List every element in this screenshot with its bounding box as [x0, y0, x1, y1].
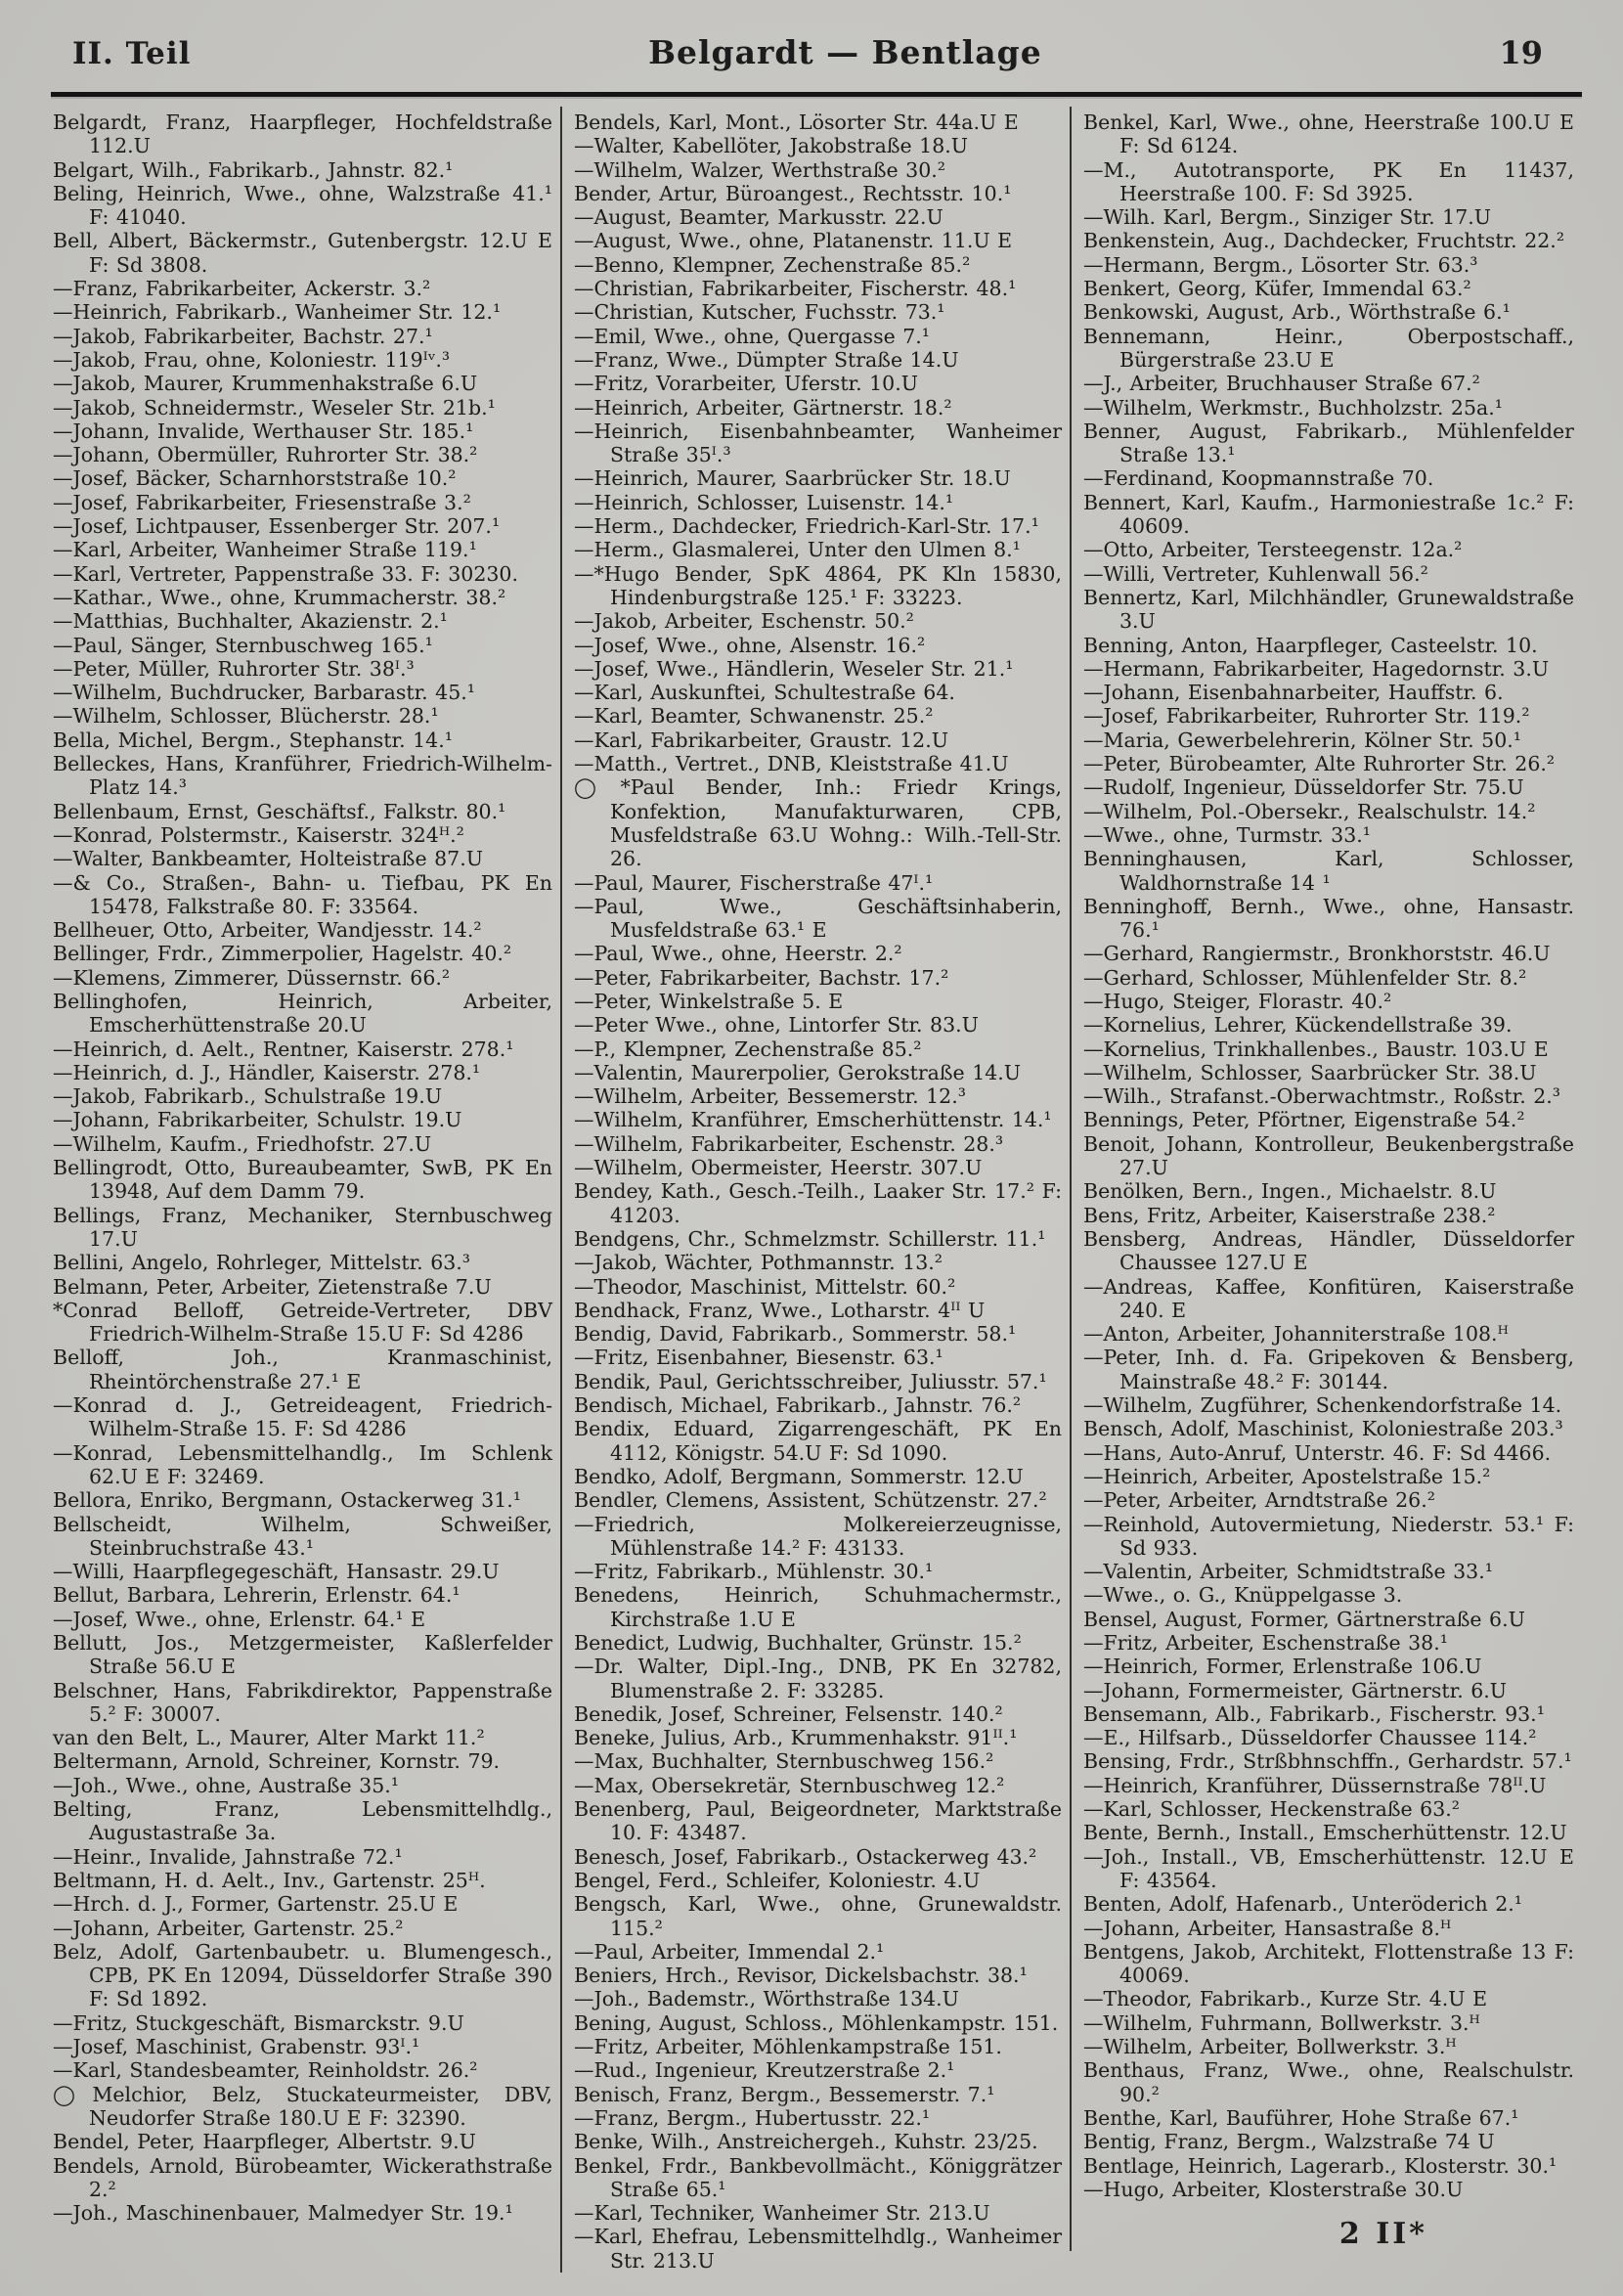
directory-entry: —Willi, Vertreter, Kuhlenwall 56.² [1083, 561, 1428, 586]
directory-entry: —Jakob, Wächter, Pothmannstr. 13.² [574, 1251, 943, 1275]
directory-entry: —Klemens, Zimmerer, Düssernstr. 66.² [53, 965, 451, 990]
directory-entry: —Hugo, Arbeiter, Klosterstraße 30.U [1083, 2177, 1464, 2201]
directory-entry: —Christian, Fabrikarbeiter, Fischerstr. 48.¹ [574, 277, 1017, 301]
directory-entry: —Josef, Maschinist, Grabenstr. 93ᴵ.¹ [53, 2035, 420, 2059]
directory-entry: —Rud., Ingenieur, Kreutzerstraße 2.¹ [574, 2058, 955, 2083]
directory-entry: —Peter, Müller, Ruhrorter Str. 38ᴵ.³ [53, 656, 415, 681]
directory-entry: Bendels, Arnold, Bürobeamter, Wickerathstraße 2.² [53, 2153, 552, 2201]
directory-entry: —Johann, Fabrikarbeiter, Schulstr. 19.U [53, 1108, 462, 1132]
directory-entry: —Heinrich, Arbeiter, Gärtnerstr. 18.² [574, 395, 952, 419]
directory-entry: —& Co., Straßen-, Bahn- u. Tiefbau, PK En 15478, Falkstraße 80. F: 33564. [53, 870, 552, 918]
directory-entry: Bellut, Barbara, Lehrerin, Erlenstr. 64.¹ [53, 1583, 461, 1608]
directory-entry: —Joh., Maschinenbauer, Malmedyer Str. 19.¹ [53, 2201, 513, 2226]
directory-entry: Beniers, Hrch., Revisor, Dickelsbachstr. 38.¹ [574, 1964, 1028, 1988]
directory-entry: —Theodor, Fabrikarb., Kurze Str. 4.U E [1083, 1987, 1488, 2011]
directory-entry: —Josef, Wwe., ohne, Alsenstr. 16.² [574, 633, 926, 657]
directory-entry: —Hugo, Steiger, Florastr. 40.² [1083, 989, 1392, 1013]
directory-entry: —Ferdinand, Koopmannstraße 70. [1083, 466, 1434, 491]
directory-entry: Bentgens, Jakob, Architekt, Flottenstraße 13 F: 40069. [1083, 1939, 1574, 1988]
directory-entry: Benedik, Josef, Schreiner, Felsenstr. 140.² [574, 1701, 1003, 1726]
directory-column-3 [1070, 107, 1582, 2251]
directory-entry: —Hans, Auto-Anruf, Unterstr. 46. F: Sd 4466. [1083, 1440, 1552, 1465]
directory-entry: —Gerhard, Schlosser, Mühlenfelder Str. 8.² [1083, 965, 1527, 990]
directory-entry: —Joh., Install., VB, Emscherhüttenstr. 12.U E F: 43564. [1083, 1844, 1574, 1892]
directory-entry: Bente, Bernh., Install., Emscherhüttenstr. 12.U [1083, 1821, 1567, 1845]
directory-entry: Bellingrodt, Otto, Bureaubeamter, SwB, PK En 13948, Auf dem Damm 79. [53, 1156, 552, 1204]
directory-entry: —Jakob, Schneidermstr., Weseler Str. 21b.¹ [53, 395, 496, 419]
directory-entry: —M., Autotransporte, PK En 11437, Heerstraße 100. F: Sd 3925. [1083, 157, 1574, 205]
directory-entry: Bellheuer, Otto, Arbeiter, Wandjesstr. 14.² [53, 918, 482, 943]
directory-entry: —Jakob, Frau, ohne, Koloniestr. 119ᴵᵛ.³ [53, 347, 451, 372]
directory-entry: Bendko, Adolf, Bergmann, Sommerstr. 12.U [574, 1464, 1024, 1488]
directory-entry: Beling, Heinrich, Wwe., ohne, Walzstraße 41.¹ F: 41040. [53, 181, 552, 230]
directory-entry: —Wilhelm, Zugführer, Schenkendorfstraße 14. [1083, 1393, 1562, 1418]
directory-entry: Belting, Franz, Lebensmittelhdlg., Augustastraße 3a. [53, 1797, 552, 1845]
directory-entry: —Valentin, Maurerpolier, Gerokstraße 14.U [574, 1060, 1022, 1084]
directory-entry: Benninghausen, Karl, Schlosser, Waldhornstraße 14 ¹ [1083, 847, 1574, 895]
directory-entry: Belz, Adolf, Gartenbaubetr. u. Blumengesch., CPB, PK En 12094, Düsseldorfer Straße 390 F: Sd 1892. [53, 1939, 552, 2011]
directory-entry: —Peter, Fabrikarbeiter, Bachstr. 17.² [574, 965, 949, 990]
directory-entry: —Paul, Arbeiter, Immendal 2.¹ [574, 1939, 885, 1964]
section-label: II. Teil [72, 36, 192, 71]
directory-entry: Bendix, Eduard, Zigarrengeschäft, PK En 4112, Königstr. 54.U F: Sd 1090. [574, 1417, 1062, 1465]
directory-entry: —Anton, Arbeiter, Johanniterstraße 108.ᴴ [1083, 1322, 1509, 1347]
directory-entry: Benthe, Karl, Bauführer, Hohe Straße 67.¹ [1083, 2105, 1519, 2130]
directory-entry: —Johann, Obermüller, Ruhrorter Str. 38.² [53, 443, 478, 467]
directory-entry: —Peter, Inh. d. Fa. Gripekoven & Bensberg, Mainstraße 48.² F: 30144. [1083, 1346, 1574, 1393]
directory-entry: Bening, August, Schloss., Möhlenkampstr. 151. [574, 2010, 1059, 2035]
directory-entry: —Konrad, Lebensmittelhandlg., Im Schlenk 62.U E F: 32469. [53, 1440, 552, 1488]
directory-entry: —Heinrich, Former, Erlenstraße 106.U [1083, 1655, 1482, 1679]
directory-entry: —Gerhard, Rangiermstr., Bronkhorststr. 46.U [1083, 942, 1551, 966]
directory-entry: Benisch, Franz, Bergm., Bessemerstr. 7.¹ [574, 2082, 995, 2106]
directory-entry: —Otto, Arbeiter, Tersteegenstr. 12a.² [1083, 538, 1463, 562]
page-title: Belgardt — Bentlage [648, 33, 1042, 71]
directory-entry: Bendels, Karl, Mont., Lösorter Str. 44a.U E [574, 110, 1019, 134]
directory-entry: —Peter, Bürobeamter, Alte Ruhrorter Str. 26.² [1083, 752, 1556, 776]
directory-entry: Bentlage, Heinrich, Lagerarb., Klosterstr. 30.¹ [1083, 2153, 1557, 2178]
directory-entry: —Fritz, Arbeiter, Möhlenkampstraße 151. [574, 2035, 1002, 2059]
directory-entry: —Heinrich, Arbeiter, Apostelstraße 15.² [1083, 1464, 1491, 1488]
directory-entry: —Wilhelm, Walzer, Werthstraße 30.² [574, 157, 945, 182]
directory-entry: Bendgens, Chr., Schmelzmstr. Schillerstr. 11.¹ [574, 1226, 1046, 1251]
directory-entry: —Max, Buchhalter, Sternbuschweg 156.² [574, 1749, 994, 1774]
directory-entry: —Wwe., ohne, Turmstr. 33.¹ [1083, 822, 1371, 847]
directory-entry: —Walter, Bankbeamter, Holteistraße 87.U [53, 847, 483, 871]
directory-column-1 [51, 107, 560, 2225]
directory-entry: —Friedrich, Molkereierzeugnisse, Mühlenstraße 14.² F: 43133. [574, 1512, 1062, 1560]
directory-entry: Bennemann, Heinr., Oberpostschaff., Bürgerstraße 23.U E [1083, 324, 1574, 372]
directory-column-2 [560, 107, 1070, 2273]
directory-entry: —Karl, Fabrikarbeiter, Graustr. 12.U [574, 728, 948, 752]
directory-entry: —Konrad, Polstermstr., Kaiserstr. 324ᴴ.² [53, 822, 464, 847]
directory-entry: Benthaus, Franz, Wwe., ohne, Realschulstr. 90.² [1083, 2058, 1574, 2106]
directory-entry: Bellora, Enriko, Bergmann, Ostackerweg 31.¹ [53, 1488, 522, 1513]
directory-entry: —Johann, Invalide, Werthauser Str. 185.¹ [53, 419, 474, 443]
directory-columns [51, 107, 1582, 2273]
directory-entry: Bella, Michel, Bergm., Stephanstr. 14.¹ [53, 728, 453, 752]
directory-entry: —Karl, Arbeiter, Wanheimer Straße 119.¹ [53, 538, 477, 562]
directory-entry: —Paul, Sänger, Sternbuschweg 165.¹ [53, 633, 433, 657]
directory-entry: Bennert, Karl, Kaufm., Harmoniestraße 1c.² F: 40609. [1083, 490, 1574, 539]
directory-entry: —Wilhelm, Kranführer, Emscherhüttenstr. 14.¹ [574, 1108, 1052, 1132]
directory-entry: Benning, Anton, Haarpfleger, Casteelstr. 10. [1083, 633, 1538, 657]
directory-entry: Benedens, Heinrich, Schuhmachermstr., Kirchstraße 1.U E [574, 1583, 1062, 1631]
directory-entry: —Josef, Lichtpauser, Essenberger Str. 207.¹ [53, 514, 501, 539]
directory-entry: —E., Hilfsarb., Düsseldorfer Chaussee 114.² [1083, 1726, 1537, 1750]
directory-entry: —Peter, Arbeiter, Arndtstraße 26.² [1083, 1488, 1435, 1513]
directory-entry: —Dr. Walter, Dipl.-Ing., DNB, PK En 32782, Blumenstraße 2. F: 33285. [574, 1655, 1062, 1702]
directory-entry: Belmann, Peter, Arbeiter, Zietenstraße 7.U [53, 1274, 492, 1299]
directory-entry: Bellini, Angelo, Rohrleger, Mittelstr. 63.³ [53, 1251, 471, 1275]
directory-entry: —Paul, Maurer, Fischerstraße 47ᴵ.¹ [574, 870, 934, 895]
directory-entry: —Johann, Formermeister, Gärtnerstr. 6.U [1083, 1678, 1508, 1702]
directory-entry: ◯Melchior, Belz, Stuckateurmeister, DBV, Neudorfer Straße 180.U E F: 32390. [53, 2082, 552, 2130]
directory-entry: —Andreas, Kaffee, Konfitüren, Kaiserstraße 240. E [1083, 1274, 1574, 1322]
directory-entry: Bellings, Franz, Mechaniker, Sternbuschweg 17.U [53, 1203, 552, 1251]
directory-entry: —Walter, Kabellöter, Jakobstraße 18.U [574, 134, 969, 158]
directory-entry: —Karl, Techniker, Wanheimer Str. 213.U [574, 2201, 990, 2226]
directory-entry: Bendik, Paul, Gerichtsschreiber, Juliusstr. 57.¹ [574, 1369, 1047, 1393]
directory-entry: —Wilhelm, Schlosser, Saarbrücker Str. 38.U [1083, 1060, 1537, 1084]
directory-entry: Bensing, Frdr., Strßbhnschffn., Gerhardstr. 57.¹ [1083, 1749, 1572, 1774]
directory-entry: Beneke, Julius, Arb., Krummenhakstr. 91ᴵᴵ.¹ [574, 1726, 1018, 1750]
directory-entry: —Heinrich, Schlosser, Luisenstr. 14.¹ [574, 490, 954, 514]
header-rule [51, 92, 1582, 97]
directory-entry: —Wwe., o. G., Knüppelgasse 3. [1083, 1583, 1403, 1608]
directory-entry: —Franz, Fabrikarbeiter, Ackerstr. 3.² [53, 277, 431, 301]
directory-entry: —Karl, Ehefrau, Lebensmittelhdlg., Wanheimer Str. 213.U [574, 2225, 1062, 2273]
directory-entry: Benkowski, August, Arb., Wörthstraße 6.¹ [1083, 300, 1511, 325]
page-number: 19 [1499, 34, 1543, 71]
directory-entry: —Heinrich, Eisenbahnbeamter, Wanheimer Straße 35ᴵ.³ [574, 419, 1062, 467]
directory-entry: —J., Arbeiter, Bruchhauser Straße 67.² [1083, 372, 1480, 396]
directory-entry: Belschner, Hans, Fabrikdirektor, Pappenstraße 5.² F: 30007. [53, 1678, 552, 1726]
directory-entry: —Theodor, Maschinist, Mittelstr. 60.² [574, 1274, 956, 1299]
directory-entry: Benoit, Johann, Kontrolleur, Beukenbergstraße 27.U [1083, 1131, 1574, 1180]
directory-entry: —Peter Wwe., ohne, Lintorfer Str. 83.U [574, 1013, 979, 1038]
directory-entry: —Emil, Wwe., ohne, Quergasse 7.¹ [574, 324, 931, 348]
directory-entry: —Heinrich, d. Aelt., Rentner, Kaiserstr. 278.¹ [53, 1037, 514, 1061]
directory-entry: Benenberg, Paul, Beigeordneter, Marktstraße 10. F: 43487. [574, 1797, 1062, 1845]
directory-entry: Bendig, David, Fabrikarb., Sommerstr. 58.¹ [574, 1322, 1017, 1347]
directory-entry: —Karl, Auskunftei, Schultestraße 64. [574, 681, 955, 705]
directory-entry: Bennertz, Karl, Milchhändler, Grunewaldstraße 3.U [1083, 585, 1574, 634]
directory-entry: —Josef, Bäcker, Scharnhorststraße 10.² [53, 466, 457, 491]
directory-entry: Beltermann, Arnold, Schreiner, Kornstr. 79. [53, 1749, 501, 1774]
directory-entry: —Wilhelm, Kaufm., Friedhofstr. 27.U [53, 1131, 432, 1156]
directory-entry: —Heinrich, Maurer, Saarbrücker Str. 18.U [574, 466, 1011, 491]
directory-entry: —Fritz, Eisenbahner, Biesenstr. 63.¹ [574, 1346, 943, 1370]
directory-entry: —Wilh., Strafanst.-Oberwachtmstr., Roßstr. 2.³ [1083, 1084, 1561, 1109]
directory-entry: Benninghoff, Bernh., Wwe., ohne, Hansastr. 76.¹ [1083, 894, 1574, 943]
directory-entry: Bentig, Franz, Bergm., Walzstraße 74 U [1083, 2130, 1495, 2154]
directory-entry: Benedict, Ludwig, Buchhalter, Grünstr. 15.² [574, 1631, 1022, 1655]
directory-entry: Bell, Albert, Bäckermstr., Gutenbergstr. 12.U E F: Sd 3808. [53, 229, 552, 277]
directory-entry: Bellscheidt, Wilhelm, Schweißer, Steinbruchstraße 43.¹ [53, 1512, 552, 1560]
directory-entry: —Benno, Klempner, Zechenstraße 85.² [574, 252, 971, 277]
signature-mark: 2 II* [1338, 2217, 1427, 2252]
directory-entry: —Josef, Wwe., ohne, Erlenstr. 64.¹ E [53, 1607, 426, 1631]
directory-entry: *Conrad Belloff, Getreide-Vertreter, DBV Friedrich-Wilhelm-Straße 15.U F: Sd 4286 [53, 1298, 552, 1347]
directory-entry: Bens, Fritz, Arbeiter, Kaiserstraße 238.² [1083, 1203, 1496, 1227]
directory-entry: —Josef, Wwe., Händlerin, Weseler Str. 21.¹ [574, 656, 1014, 681]
directory-entry: —P., Klempner, Zechenstraße 85.² [574, 1037, 922, 1061]
directory-entry: —Heinrich, Fabrikarb., Wanheimer Str. 12.¹ [53, 300, 502, 325]
directory-entry: —Hermann, Fabrikarbeiter, Hagedornstr. 3.U [1083, 656, 1550, 681]
page-header [51, 33, 1582, 90]
directory-entry: Belgardt, Franz, Haarpfleger, Hochfeldstraße 112.U [53, 110, 552, 158]
directory-entry: Bengsch, Karl, Wwe., ohne, Grunewaldstr. 115.² [574, 1892, 1062, 1940]
directory-entry: Bendhack, Franz, Wwe., Lotharstr. 4ᴵᴵ U [574, 1298, 986, 1322]
directory-entry: Benten, Adolf, Hafenarb., Unteröderich 2.¹ [1083, 1892, 1523, 1917]
directory-entry: Bellutt, Jos., Metzgermeister, Kaßlerfelder Straße 56.U E [53, 1631, 552, 1679]
directory-entry: —Rudolf, Ingenieur, Düsseldorfer Str. 75.U [1083, 775, 1524, 800]
directory-entry: Bensemann, Alb., Fabrikarb., Fischerstr. 93.¹ [1083, 1701, 1545, 1726]
directory-entry: —August, Wwe., ohne, Platanenstr. 11.U E [574, 229, 1013, 253]
directory-entry: Bendisch, Michael, Fabrikarb., Jahnstr. 76.² [574, 1393, 1022, 1418]
directory-entry: —Wilhelm, Fabrikarbeiter, Eschenstr. 28.³ [574, 1131, 1004, 1156]
directory-entry: —Christian, Kutscher, Fuchsstr. 73.¹ [574, 300, 945, 325]
directory-entry: —Jakob, Fabrikarb., Schulstraße 19.U [53, 1084, 442, 1109]
directory-entry: —Fritz, Vorarbeiter, Uferstr. 10.U [574, 372, 919, 396]
directory-entry: Bennings, Peter, Pförtner, Eigenstraße 54.² [1083, 1108, 1525, 1132]
directory-entry: —Jakob, Arbeiter, Eschenstr. 50.² [574, 609, 914, 634]
directory-entry: —Wilhelm, Schlosser, Blücherstr. 28.¹ [53, 704, 439, 729]
directory-entry: Benkel, Frdr., Bankbevollmächt., Königgrätzer Straße 65.¹ [574, 2153, 1062, 2201]
directory-column-3-entries [1083, 110, 1574, 2201]
directory-entry: —Wilhelm, Fuhrmann, Bollwerkstr. 3.ᴴ [1083, 2010, 1480, 2035]
directory-entry: —Matthias, Buchhalter, Akazienstr. 2.¹ [53, 609, 448, 634]
directory-entry: —Kathar., Wwe., ohne, Krummacherstr. 38.² [53, 585, 506, 609]
directory-entry: —Konrad d. J., Getreideagent, Friedrich-Wilhelm-Straße 15. F: Sd 4286 [53, 1393, 552, 1441]
directory-entry: Bellenbaum, Ernst, Geschäftsf., Falkstr. 80.¹ [53, 799, 506, 823]
directory-entry: —Johann, Arbeiter, Gartenstr. 25.² [53, 1916, 404, 1940]
directory-entry: —Matth., Vertret., DNB, Kleiststraße 41.U [574, 752, 1009, 776]
directory-entry: Bellinger, Frdr., Zimmerpolier, Hagelstr. 40.² [53, 942, 512, 966]
directory-entry: —Valentin, Arbeiter, Schmidtstraße 33.¹ [1083, 1560, 1493, 1584]
directory-entry: Benkel, Karl, Wwe., ohne, Heerstraße 100.U E F: Sd 6124. [1083, 110, 1574, 158]
directory-entry: van den Belt, L., Maurer, Alter Markt 11.² [53, 1726, 485, 1750]
directory-entry: Belloff, Joh., Kranmaschinist, Rheintörchenstraße 27.¹ E [53, 1346, 552, 1393]
directory-entry: —Franz, Bergm., Hubertusstr. 22.¹ [574, 2105, 931, 2130]
directory-entry: —Wilh. Karl, Bergm., Sinziger Str. 17.U [1083, 205, 1492, 230]
directory-entry: Belgart, Wilh., Fabrikarb., Jahnstr. 82.¹ [53, 157, 454, 182]
directory-entry: —Heinrich, d. J., Händler, Kaiserstr. 278.¹ [53, 1060, 481, 1084]
directory-entry: —Heinr., Invalide, Jahnstraße 72.¹ [53, 1844, 403, 1869]
directory-entry: Bendey, Kath., Gesch.-Teilh., Laaker Str. 17.² F: 41203. [574, 1179, 1062, 1227]
directory-entry: —Johann, Eisenbahnarbeiter, Hauffstr. 6. [1083, 681, 1504, 705]
directory-entry: —Johann, Arbeiter, Hansastraße 8.ᴴ [1083, 1916, 1452, 1940]
directory-entry: —Maria, Gewerbelehrerin, Kölner Str. 50.¹ [1083, 728, 1521, 752]
directory-entry: Bensberg, Andreas, Händler, Düsseldorfer Chaussee 127.U E [1083, 1226, 1574, 1275]
directory-entry: —Wilhelm, Obermeister, Heerstr. 307.U [574, 1156, 983, 1180]
directory-entry: —Karl, Beamter, Schwanenstr. 25.² [574, 704, 934, 729]
directory-entry: Benke, Wilh., Anstreichergeh., Kuhstr. 23/25. [574, 2130, 1038, 2154]
directory-entry: —Wilhelm, Pol.-Obersekr., Realschulstr. 14.² [1083, 799, 1536, 823]
directory-entry: —Fritz, Fabrikarb., Mühlenstr. 30.¹ [574, 1560, 934, 1584]
directory-entry: —Joh., Wwe., ohne, Austraße 35.¹ [53, 1773, 399, 1797]
directory-entry: Bender, Artur, Büroangest., Rechtsstr. 10.¹ [574, 181, 1012, 205]
directory-entry: Beltmann, H. d. Aelt., Inv., Gartenstr. 25ᴴ. [53, 1868, 486, 1892]
directory-entry: —Paul, Wwe., Geschäftsinhaberin, Musfeldstraße 63.¹ E [574, 894, 1062, 943]
directory-entry: —Karl, Vertreter, Pappenstraße 33. F: 30230. [53, 561, 518, 586]
directory-entry: —Reinhold, Autovermietung, Niederstr. 53.¹ F: Sd 933. [1083, 1512, 1574, 1560]
directory-entry: ◯*Paul Bender, Inh.: Friedr Krings, Konfektion, Manufakturwaren, CPB, Musfeldstraße 63.U Wohng.: Wilh.-Tell-Str. 26. [574, 775, 1062, 871]
directory-entry: —*Hugo Bender, SpK 4864, PK Kln 15830, Hindenburgstraße 125.¹ F: 33223. [574, 561, 1062, 609]
directory-entry: Bensel, August, Former, Gärtnerstraße 6.U [1083, 1607, 1525, 1631]
directory-entry: Benkert, Georg, Küfer, Immendal 63.² [1083, 277, 1471, 301]
directory-entry: —Wilhelm, Buchdrucker, Barbarastr. 45.¹ [53, 681, 475, 705]
directory-entry: —Josef, Fabrikarbeiter, Ruhrorter Str. 119.² [1083, 704, 1530, 729]
directory-entry: Benölken, Bern., Ingen., Michaelstr. 8.U [1083, 1179, 1497, 1204]
directory-entry: —Franz, Wwe., Dümpter Straße 14.U [574, 347, 959, 372]
directory-entry: —Herm., Dachdecker, Friedrich-Karl-Str. 17.¹ [574, 514, 1039, 539]
directory-entry: Bengel, Ferd., Schleifer, Koloniestr. 4.U [574, 1868, 981, 1892]
directory-entry: Benkenstein, Aug., Dachdecker, Fruchtstr. 22.² [1083, 229, 1565, 253]
directory-entry: —Hermann, Bergm., Lösorter Str. 63.³ [1083, 252, 1478, 277]
directory-entry: —Wilhelm, Arbeiter, Bollwerkstr. 3.ᴴ [1083, 2035, 1457, 2059]
directory-entry: —Josef, Fabrikarbeiter, Friesenstraße 3.² [53, 490, 471, 514]
directory-entry: Benesch, Josef, Fabrikarb., Ostackerweg 43.² [574, 1844, 1037, 1869]
directory-entry: Benner, August, Fabrikarb., Mühlenfelder Straße 13.¹ [1083, 419, 1574, 467]
directory-entry: —Karl, Standesbeamter, Reinholdstr. 26.² [53, 2058, 478, 2083]
directory-entry: Bendel, Peter, Haarpfleger, Albertstr. 9.U [53, 2130, 476, 2154]
directory-entry: —Fritz, Arbeiter, Eschenstraße 38.¹ [1083, 1631, 1448, 1655]
directory-entry: —Herm., Glasmalerei, Unter den Ulmen 8.¹ [574, 538, 1021, 562]
directory-entry: —Fritz, Stuckgeschäft, Bismarckstr. 9.U [53, 2010, 464, 2035]
directory-entry: —Peter, Winkelstraße 5. E [574, 989, 844, 1013]
directory-entry: —Wilhelm, Arbeiter, Bessemerstr. 12.³ [574, 1084, 966, 1109]
directory-entry: —Joh., Bademstr., Wörthstraße 134.U [574, 1987, 959, 2011]
directory-entry: —Paul, Wwe., ohne, Heerstr. 2.² [574, 942, 902, 966]
directory-entry: Bellinghofen, Heinrich, Arbeiter, Emscherhüttenstraße 20.U [53, 989, 552, 1038]
directory-entry: —Jakob, Maurer, Krummenhakstraße 6.U [53, 372, 478, 396]
directory-entry: Bendler, Clemens, Assistent, Schützenstr. 27.² [574, 1488, 1047, 1513]
directory-entry: —Karl, Schlosser, Heckenstraße 63.² [1083, 1797, 1460, 1822]
directory-entry: —Jakob, Fabrikarbeiter, Bachstr. 27.¹ [53, 324, 433, 348]
directory-entry: Bensch, Adolf, Maschinist, Koloniestraße 203.³ [1083, 1417, 1563, 1441]
directory-entry: —Willi, Haarpflegegeschäft, Hansastr. 29.U [53, 1560, 500, 1584]
directory-entry: Belleckes, Hans, Kranführer, Friedrich-Wilhelm-Platz 14.³ [53, 752, 552, 800]
directory-entry: —Kornelius, Trinkhallenbes., Baustr. 103.U E [1083, 1037, 1549, 1061]
directory-entry: —Max, Obersekretär, Sternbuschweg 12.² [574, 1773, 1005, 1797]
directory-entry: —Hrch. d. J., Former, Gartenstr. 25.U E [53, 1892, 459, 1917]
directory-entry: —Heinrich, Kranführer, Düssernstraße 78ᴵᴵ.U [1083, 1773, 1547, 1797]
directory-entry: —Wilhelm, Werkmstr., Buchholzstr. 25a.¹ [1083, 395, 1503, 419]
directory-entry: —August, Beamter, Markusstr. 22.U [574, 205, 943, 230]
directory-entry: —Kornelius, Lehrer, Kückendellstraße 39. [1083, 1013, 1513, 1038]
